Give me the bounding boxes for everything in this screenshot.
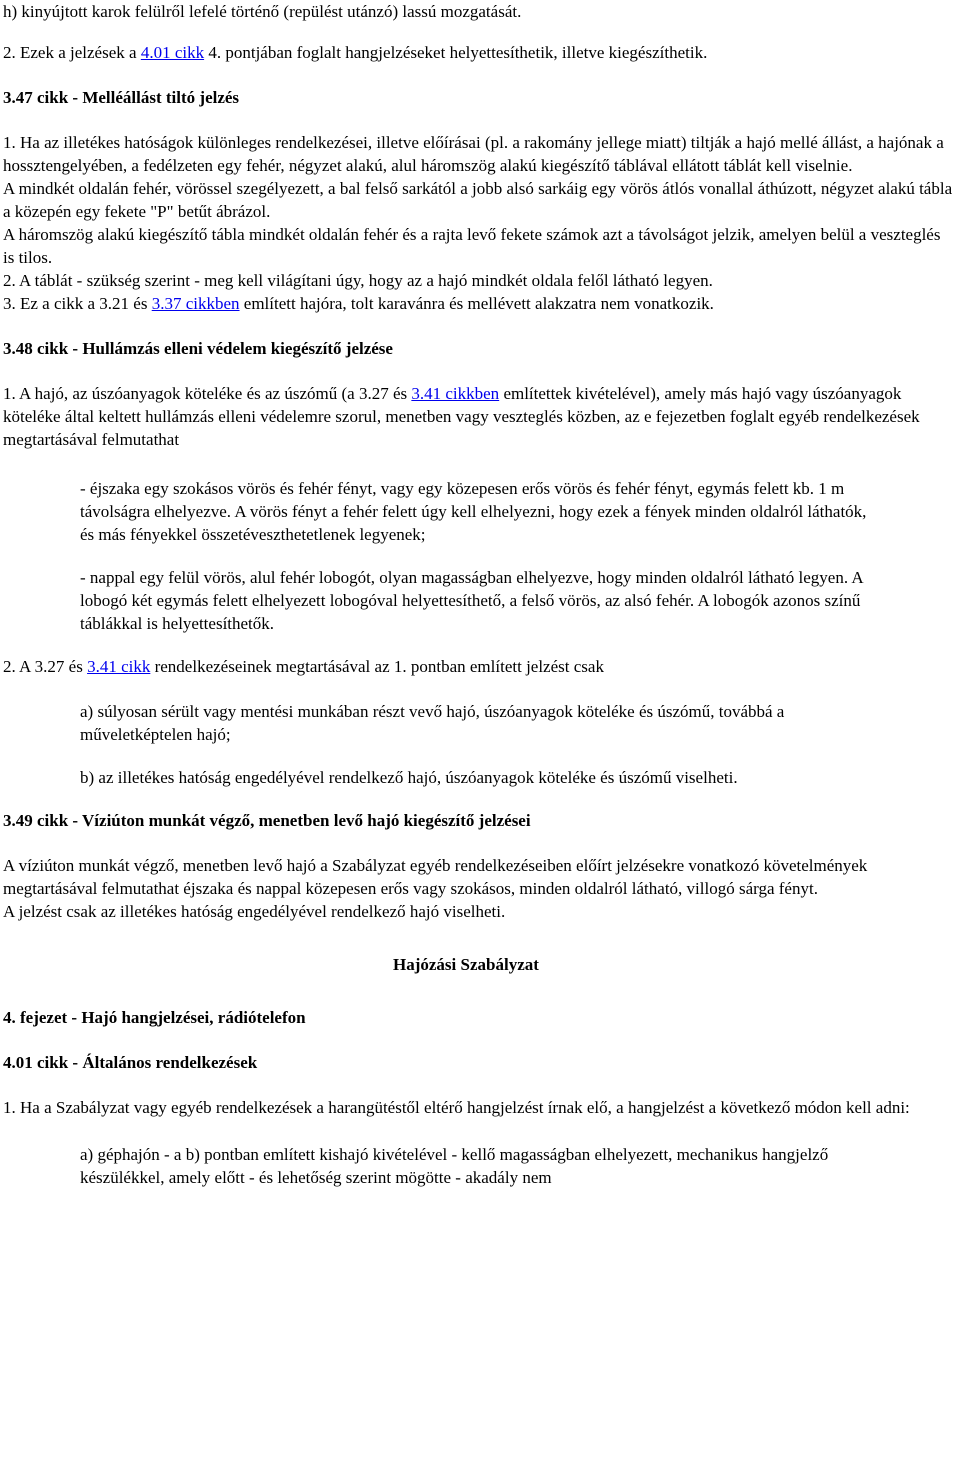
paragraph-3-47-1b: A mindkét oldalán fehér, vörössel szegélyezett, a bal felső sarkától a jobb alsó sarkáig egy vörös átlós vonallal áthúzott, négyzet alakú tábla a közepén egy fekete "P" betűt ábrázol. <box>3 179 953 221</box>
list-item-b: b) az illetékes hatóság engedélyével rendelkező hajó, úszóanyagok köteléke és úszómű viselheti. <box>80 768 738 787</box>
paragraph-3-48-2 <box>3 655 955 678</box>
chapter-heading-4: 4. fejezet - Hajó hangjelzései, rádiótelefon <box>3 1008 306 1027</box>
link-4-01-cikk[interactable]: 4.01 cikk <box>140 43 205 62</box>
dash-item-day: - nappal egy felül vörös, alul fehér lobogót, olyan magasságban elhelyezve, hogy minden oldalról látható legyen. A lobogó két egymás felett elhelyezett lobogóval helyettesíthető, a felső vörös, az alsó fehér. A lobogók azonos színű táblákkal is helyettesíthetők. <box>80 568 863 633</box>
paragraph-3-47-3 <box>3 292 955 315</box>
text-span: említettek kivételével), amely más hajó vagy úszóanyagok köteléke által keltett hullámzás elleni védelemre szorul, menetben vagy veszteglés közben, az e fejezetben foglalt egyéb rendelkezések megtartásával felmutathat <box>3 384 920 449</box>
paragraph-4-01-1: 1. Ha a Szabályzat vagy egyéb rendelkezések a harangütéstől eltérő hangjelzést írnak elő, a hangjelzést a következő módon kell adni: <box>3 1098 910 1117</box>
paragraph-3-49-1: A víziúton munkát végző, menetben levő hajó a Szabályzat egyéb rendelkezéseiben előírt jelzésekre vonatkozó követelmények megtartásával felmutathat éjszaka és nappal közepesen erős vagy szokásos, minden oldalról látható, villogó sárga fényt. <box>3 856 868 898</box>
list-item-a: a) súlyosan sérült vagy mentési munkában részt vevő hajó, úszóanyagok köteléke és úszómű, továbbá a műveletképtelen hajó; <box>80 702 785 744</box>
section-heading-3-48: 3.48 cikk - Hullámzás elleni védelem kiegészítő jelzése <box>3 339 393 358</box>
paragraph-3-47-1: 1. Ha az illetékes hatóságok különleges rendelkezései, illetve előírásai (pl. a rakomány jellege miatt) tiltják a hajó mellé állást, a hajónak a hossztengelyében, a fedélzeten egy fehér, négyzet alakú, alul háromszög alakú kiegészítő táblával ellátott táblát kell viselnie. <box>3 133 944 175</box>
paragraph-3-49-2: A jelzést csak az illetékes hatóság engedélyével rendelkező hajó viselheti. <box>3 902 506 921</box>
link-3-41-cikk[interactable]: 3.41 cikk <box>87 657 151 676</box>
text-span: említett hajóra, tolt karavánra és mellévett alakzatra nem vonatkozik. <box>239 294 714 313</box>
text-span: 2. Ezek a jelzések a <box>3 43 141 62</box>
list-item-h: h) kinyújtott karok felülről lefelé történő (repülést utánzó) lassú mozgatását. <box>3 2 522 21</box>
text-span: rendelkezéseinek megtartásával az 1. pontban említett jelzést csak <box>150 657 604 676</box>
text-span: 2. A 3.27 és <box>3 657 88 676</box>
paragraph-3-47-2: 2. A táblát - szükség szerint - meg kell világítani úgy, hogy az a hajó mindkét oldala felől látható legyen. <box>3 271 713 290</box>
paragraph-2 <box>3 41 955 64</box>
paragraph-3-48-1 <box>3 382 955 451</box>
text-span: 3. Ez a cikk a 3.21 és <box>3 294 152 313</box>
document-title: Hajózási Szabályzat <box>393 955 539 974</box>
link-3-41-cikkben[interactable]: 3.41 cikkben <box>411 384 500 403</box>
paragraph-3-47-1c: A háromszög alakú kiegészítő tábla mindkét oldalán fehér és a rajta levő fekete számok azt a távolságot jelzik, amelyen belül a veszteglés is tilos. <box>3 225 941 267</box>
section-heading-3-49: 3.49 cikk - Víziúton munkát végző, menetben levő hajó kiegészítő jelzései <box>3 811 531 830</box>
list-item-4-01-a: a) géphajón - a b) pontban említett kishajó kivételével - kellő magasságban elhelyezett, mechanikus hangjelző készülékkel, amely előtt - és lehetőség szerint mögötte - akadály nem <box>80 1145 829 1187</box>
text-span: 4. pontjában foglalt hangjelzéseket helyettesíthetik, illetve kiegészíthetik. <box>204 43 708 62</box>
section-heading-3-47: 3.47 cikk - Melléállást tiltó jelzés <box>3 88 240 107</box>
dash-item-night: - éjszaka egy szokásos vörös és fehér fényt, vagy egy közepesen erős vörös és fehér fényt, egymás felett kb. 1 m távolságra elhelyezve. A vörös fényt a fehér felett úgy kell elhelyezni, hogy ezek a fények minden oldalról láthatók, és más fényekkel összetéveszthetetlenek legyenek; <box>80 479 867 544</box>
section-heading-4-01: 4.01 cikk - Általános rendelkezések <box>3 1053 258 1072</box>
link-3-37-cikkben[interactable]: 3.37 cikkben <box>151 294 240 313</box>
document-page <box>3 0 955 1189</box>
text-span: 1. A hajó, az úszóanyagok köteléke és az úszómű (a 3.27 és <box>3 384 412 403</box>
